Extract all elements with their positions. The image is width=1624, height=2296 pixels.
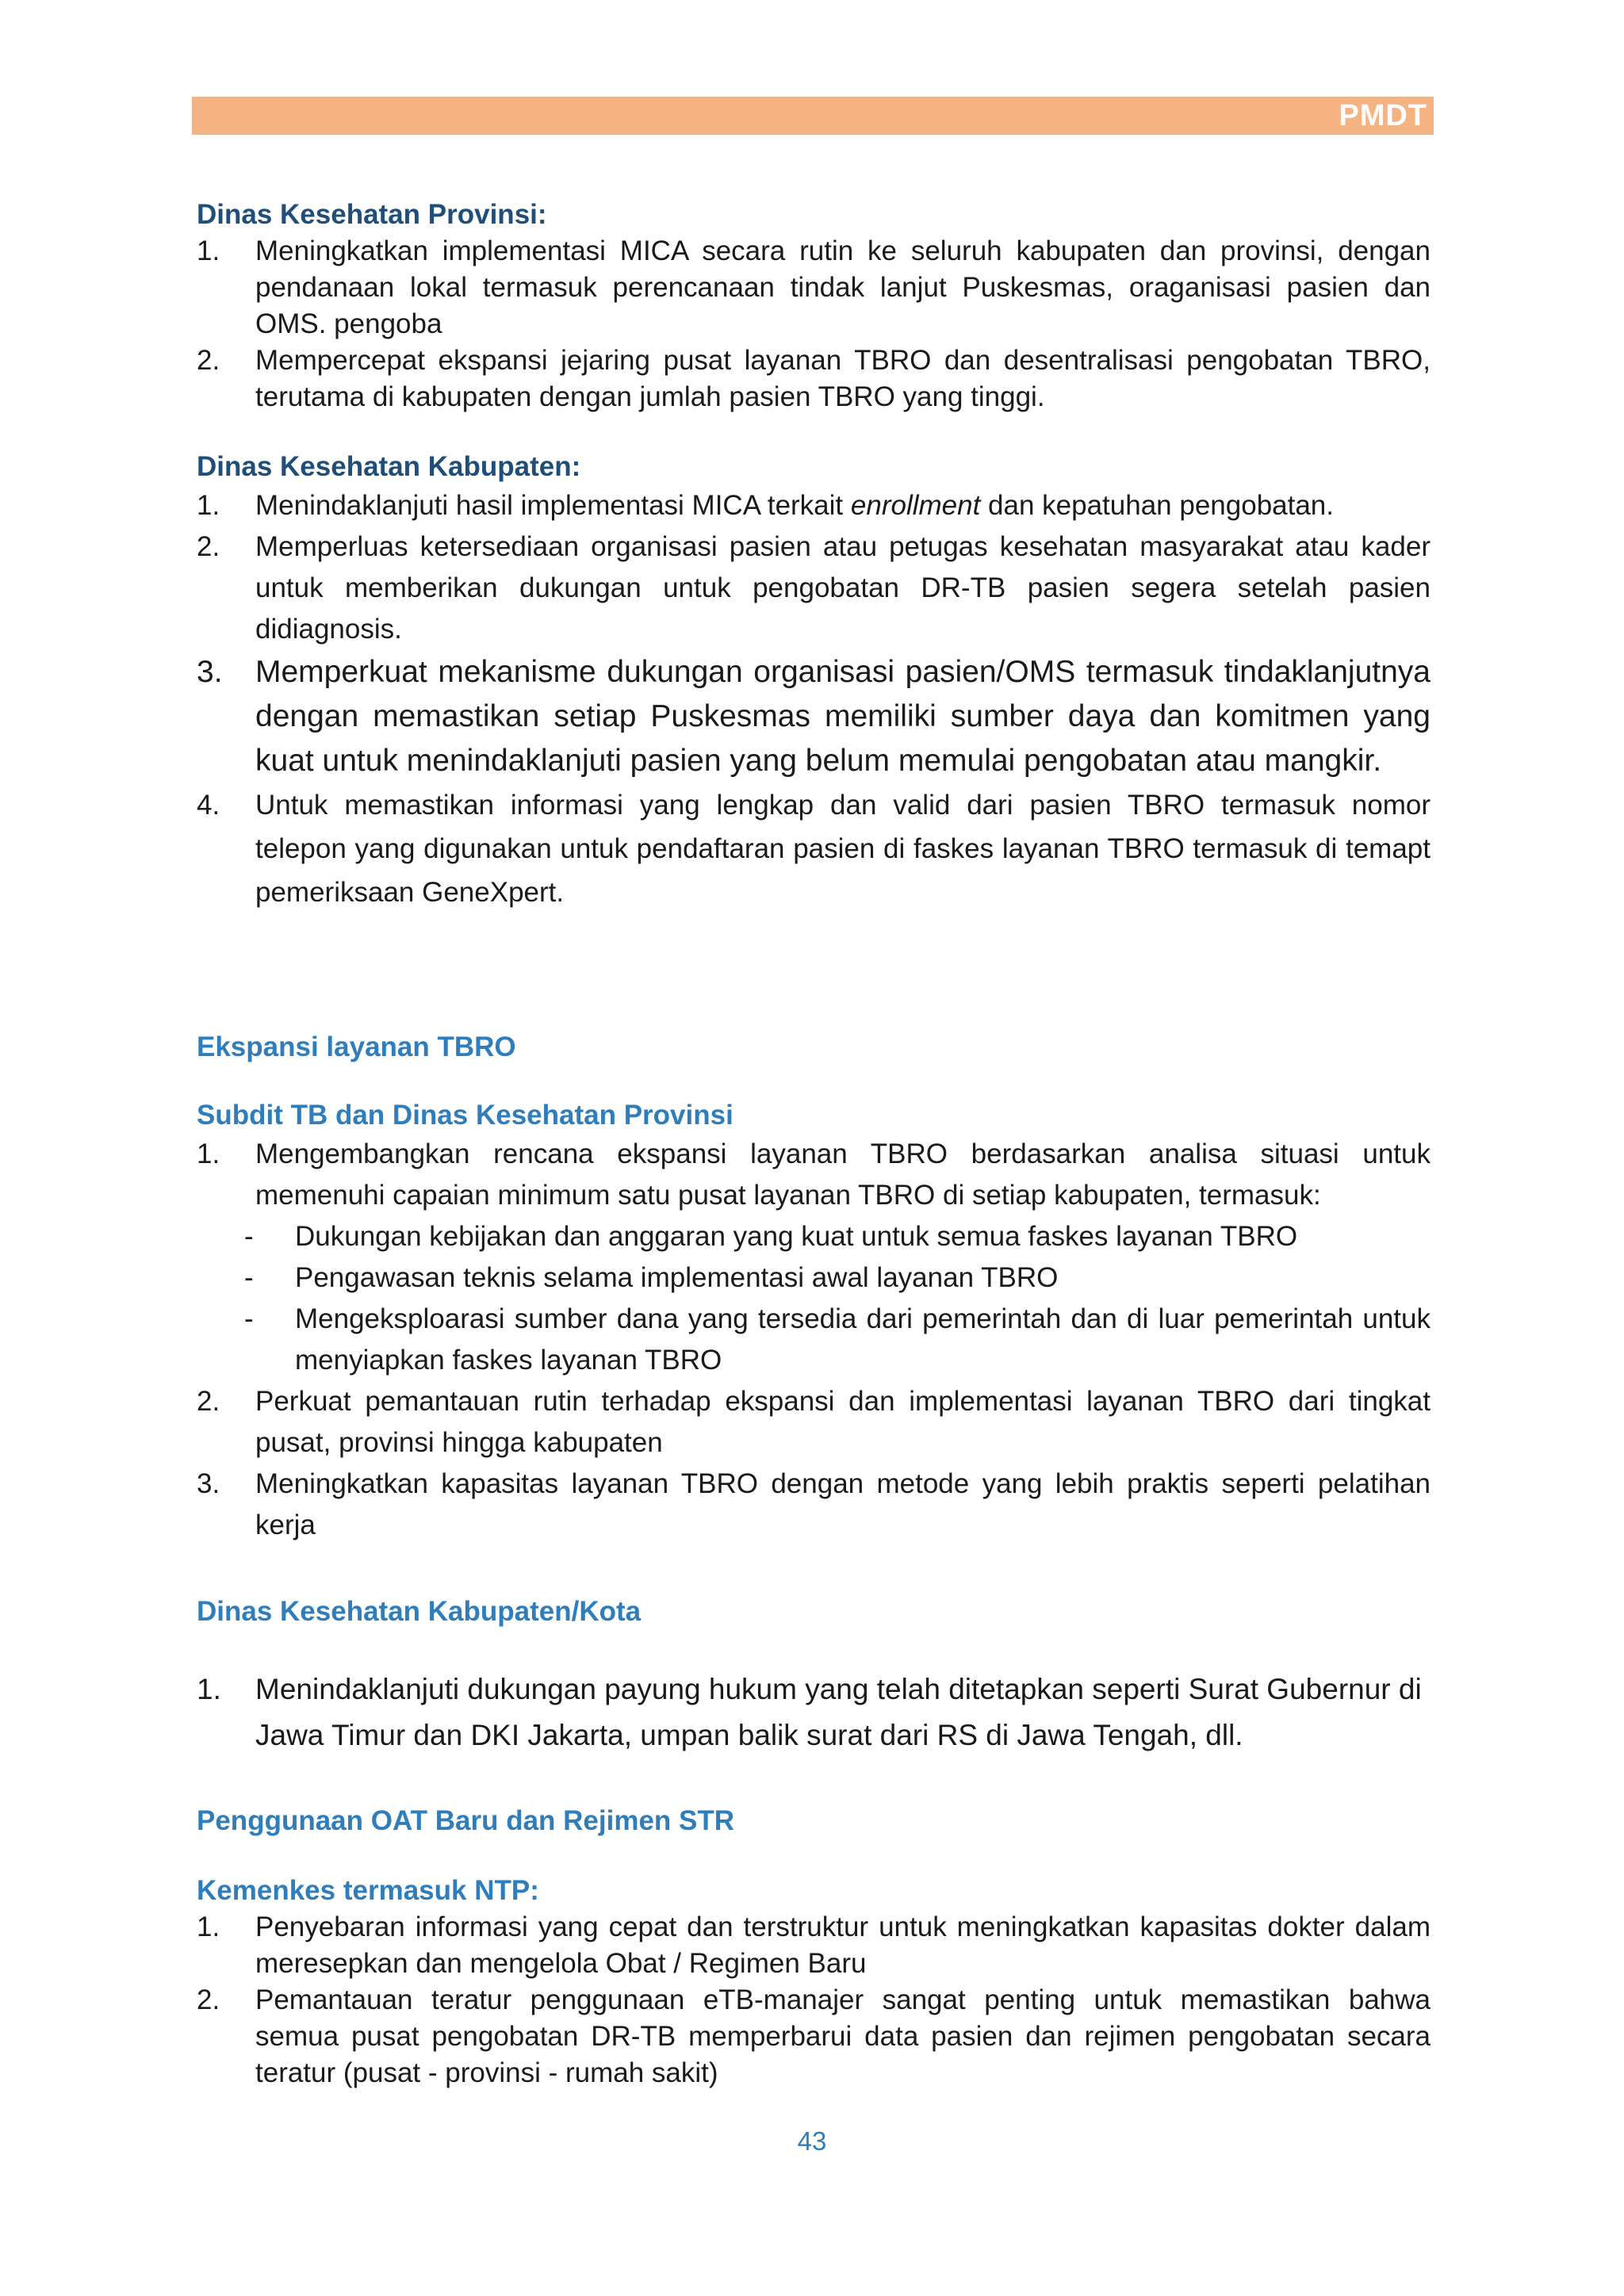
bullet-dash: - xyxy=(244,1262,254,1293)
bullet-text: Dukungan kebijakan dan anggaran yang kuat untuk semua faskes layanan TBRO xyxy=(295,1221,1298,1252)
item-number: 2. xyxy=(197,345,220,376)
list-item xyxy=(197,233,1431,342)
item-text: Untuk memastikan informasi yang lengkap dan valid dari pasien TBRO termasuk nomor telepon yang digunakan untuk pendaftaran pasien di faskes layanan TBRO termasuk di temapt pemeriksaan GeneXpert. xyxy=(255,790,1431,908)
item-number: 3. xyxy=(197,655,223,689)
section-ekspansi xyxy=(197,1029,1431,1066)
bullet-dash: - xyxy=(244,1221,254,1252)
item-text-emphasis: enrollment xyxy=(850,490,981,521)
item-number: 1. xyxy=(197,1911,220,1942)
section-title: Dinas Kesehatan Provinsi: xyxy=(197,199,547,230)
item-number: 1. xyxy=(197,1673,221,1705)
section-dinkes-provinsi xyxy=(197,197,1431,415)
section-subtitle: Subdit TB dan Dinas Kesehatan Provinsi xyxy=(197,1100,733,1131)
numbered-list xyxy=(197,1134,1431,1546)
section-subdit-tb xyxy=(197,1097,1431,1546)
item-number: 2. xyxy=(197,531,220,562)
item-number: 1. xyxy=(197,1138,220,1169)
item-number: 4. xyxy=(197,790,220,821)
item-text: Pemantauan teratur penggunaan eTB-manajer sangat penting untuk memastikan bahwa semua pusat pengobatan DR-TB memperbarui data pasien dan rejimen pengobatan secara teratur (pusat - provinsi - rumah sakit) xyxy=(255,1984,1431,2088)
item-text-post: dan kepatuhan pengobatan. xyxy=(980,490,1334,521)
numbered-list xyxy=(197,485,1431,914)
numbered-list xyxy=(197,1667,1431,1758)
item-number: 2. xyxy=(197,1984,220,2015)
section-title: Ekspansi layanan TBRO xyxy=(197,1031,516,1062)
section-title: Dinas Kesehatan Kabupaten/Kota xyxy=(197,1596,642,1627)
section-title: Penggunaan OAT Baru dan Rejimen STR xyxy=(197,1805,735,1836)
item-text: Penyebaran informasi yang cepat dan terstruktur untuk meningkatkan kapasitas dokter dalam meresepkan dan mengelola Obat / Regimen Baru xyxy=(255,1911,1431,1979)
numbered-list xyxy=(197,233,1431,415)
item-text: Menindaklanjuti dukungan payung hukum yang telah ditetapkan seperti Surat Gubernur di Jawa Timur dan DKI Jakarta, umpan balik surat dari RS di Jawa Tengah, dll. xyxy=(255,1673,1422,1751)
header-band xyxy=(192,97,1434,135)
item-text-pre: Menindaklanjuti hasil implementasi MICA terkait xyxy=(255,490,851,521)
item-text: Meningkatkan implementasi MICA secara rutin ke seluruh kabupaten dan provinsi, dengan pendanaan lokal termasuk perencanaan tindak lanjut Puskesmas, oraganisasi pasien dan OMS. pengoba xyxy=(255,235,1431,339)
list-item xyxy=(197,485,1431,526)
list-item xyxy=(197,1982,1431,2091)
section-dinkes-kota xyxy=(197,1594,1431,1630)
section-kemenkes xyxy=(197,1873,1431,2091)
page-number: 43 xyxy=(797,2126,827,2156)
item-text: Mempercepat ekspansi jejaring pusat layanan TBRO dan desentralisasi pengobatan TBRO, terutama di kabupaten dengan jumlah pasien TBRO yang tinggi. xyxy=(255,345,1431,412)
list-item xyxy=(197,783,1431,914)
list-item xyxy=(197,1667,1431,1758)
list-item xyxy=(197,1381,1431,1464)
item-number: 1. xyxy=(197,490,220,521)
section-dinkes-kabupaten xyxy=(197,449,1431,914)
numbered-list xyxy=(197,1909,1431,2091)
item-number: 2. xyxy=(197,1386,220,1417)
item-text: Meningkatkan kapasitas layanan TBRO dengan metode yang lebih praktis seperti pelatihan kerja xyxy=(255,1468,1431,1540)
item-text: Memperluas ketersediaan organisasi pasien atau petugas kesehatan masyarakat atau kader untuk memberikan dukungan untuk pengobatan DR-TB pasien segera setelah pasien didiagnosis. xyxy=(255,531,1431,645)
bullet-text: Pengawasan teknis selama implementasi awal layanan TBRO xyxy=(295,1262,1059,1293)
bullet-text: Mengeksploarasi sumber dana yang tersedia dari pemerintah dan di luar pemerintah untuk menyiapkan faskes layanan TBRO xyxy=(295,1303,1431,1376)
header-tag: PMDT xyxy=(1339,99,1427,132)
section-title: Dinas Kesehatan Kabupaten: xyxy=(197,451,581,482)
bullet-item xyxy=(197,1216,1431,1257)
item-text: Memperkuat mekanisme dukungan organisasi pasien/OMS termasuk tindaklanjutnya dengan memastikan setiap Puskesmas memiliki sumber daya dan komitmen yang kuat untuk menindaklanjuti pasien yang belum memulai pengobatan atau mangkir. xyxy=(255,655,1431,778)
list-item xyxy=(197,650,1431,783)
list-item xyxy=(197,342,1431,415)
section-subtitle: Kemenkes termasuk NTP: xyxy=(197,1875,539,1906)
section-oat xyxy=(197,1803,1431,1839)
list-item xyxy=(197,1464,1431,1546)
bullet-item xyxy=(197,1299,1431,1381)
list-item xyxy=(197,526,1431,650)
bullet-dash: - xyxy=(244,1303,254,1334)
list-item xyxy=(197,1909,1431,1982)
item-number: 3. xyxy=(197,1468,220,1499)
item-text: Perkuat pemantauan rutin terhadap ekspansi dan implementasi layanan TBRO dari tingkat pusat, provinsi hingga kabupaten xyxy=(255,1386,1431,1458)
list-item xyxy=(197,1134,1431,1216)
item-number: 1. xyxy=(197,235,220,266)
item-text: Mengembangkan rencana ekspansi layanan TBRO berdasarkan analisa situasi untuk memenuhi capaian minimum satu pusat layanan TBRO di setiap kabupaten, termasuk: xyxy=(255,1138,1431,1211)
section-dinkes-kota-list xyxy=(197,1667,1431,1758)
bullet-item xyxy=(197,1257,1431,1299)
